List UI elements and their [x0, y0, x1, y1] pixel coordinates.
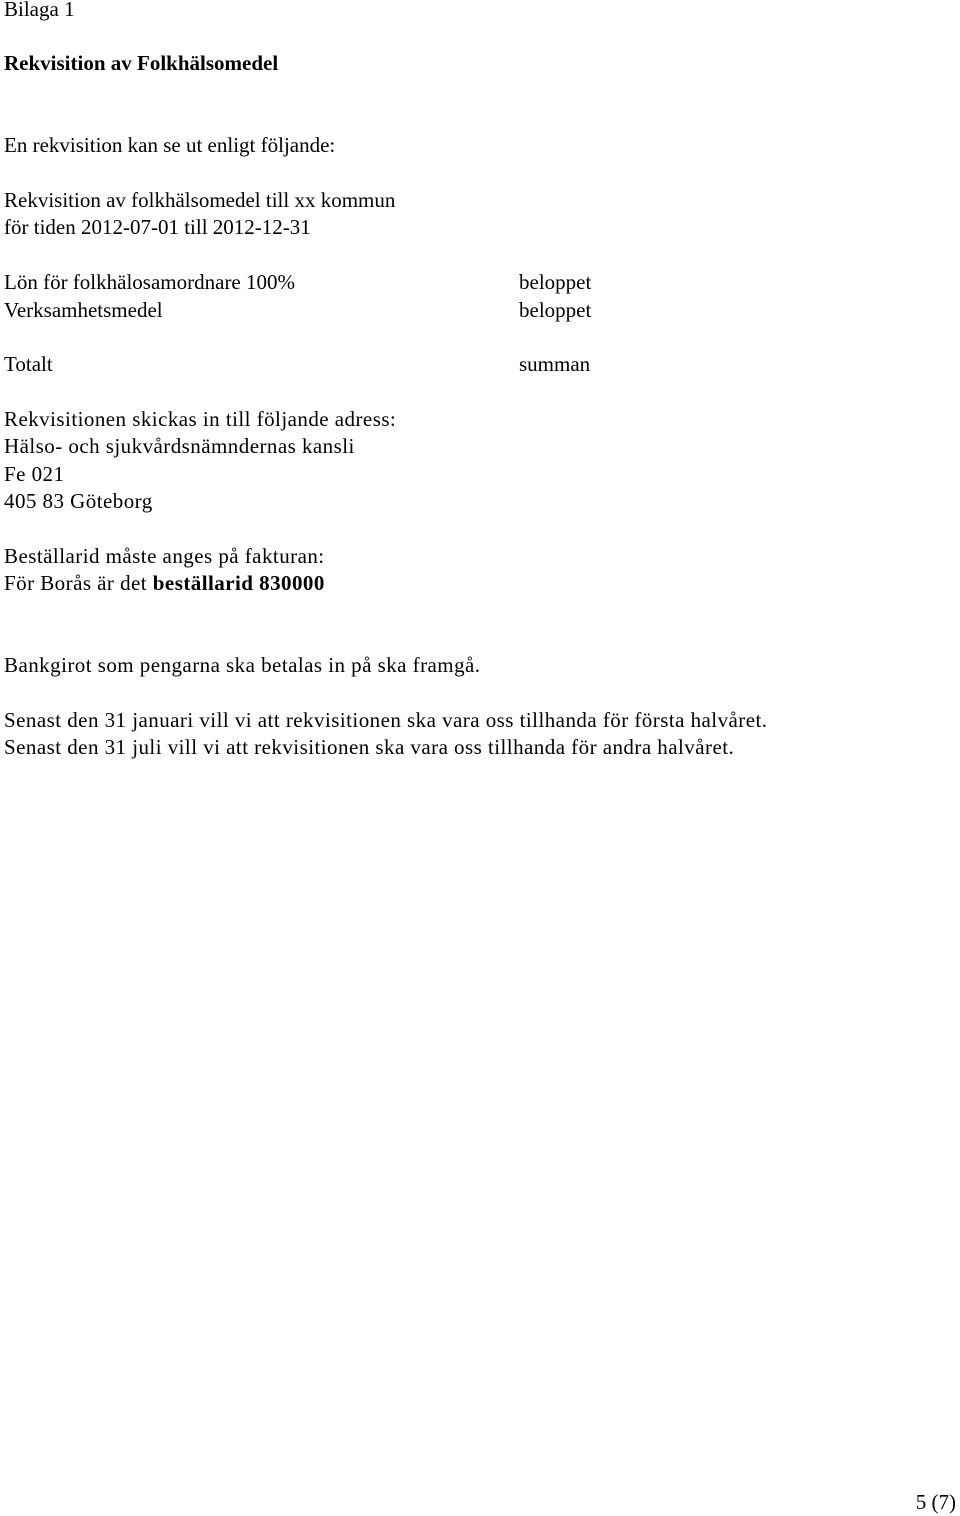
orderer-prefix: För Borås är det: [4, 571, 153, 595]
address-heading: Rekvisitionen skickas in till följande adress:: [4, 407, 397, 431]
attachment-label: Bilaga 1: [4, 0, 75, 21]
example-total-label: Totalt: [4, 352, 53, 376]
bankgiro-text: Bankgirot som pengarna ska betalas in på ska framgå.: [4, 653, 481, 677]
example-total-value: summan: [519, 352, 591, 376]
example-line-2: för tiden 2012-07-01 till 2012-12-31: [4, 215, 311, 239]
address-line-1: Hälso- och sjukvårdsnämndernas kansli: [4, 434, 355, 458]
example-row-value: beloppet: [519, 270, 592, 294]
deadline-line-1: Senast den 31 januari vill vi att rekvisitionen ska vara oss tillhanda för första halvåret.: [4, 708, 768, 732]
example-row-value: beloppet: [519, 298, 592, 322]
example-row-label: Lön för folkhälosamordnare 100%: [4, 270, 295, 294]
example-row-label: Verksamhetsmedel: [4, 298, 163, 322]
address-line-2: Fe 021: [4, 462, 65, 486]
deadline-line-2: Senast den 31 juli vill vi att rekvisitionen ska vara oss tillhanda för andra halvåret.: [4, 735, 735, 759]
orderer-line: [4, 570, 325, 597]
intro-text: En rekvisition kan se ut enligt följande:: [4, 133, 336, 157]
page-number: 5 (7): [915, 1490, 956, 1514]
orderer-id: beställarid 830000: [152, 571, 325, 595]
example-line-1: Rekvisition av folkhälsomedel till xx kommun: [4, 188, 396, 212]
orderer-heading: Beställarid måste anges på fakturan:: [4, 544, 325, 568]
document-title: Rekvisition av Folkhälsomedel: [4, 51, 279, 75]
address-line-3: 405 83 Göteborg: [4, 489, 153, 513]
